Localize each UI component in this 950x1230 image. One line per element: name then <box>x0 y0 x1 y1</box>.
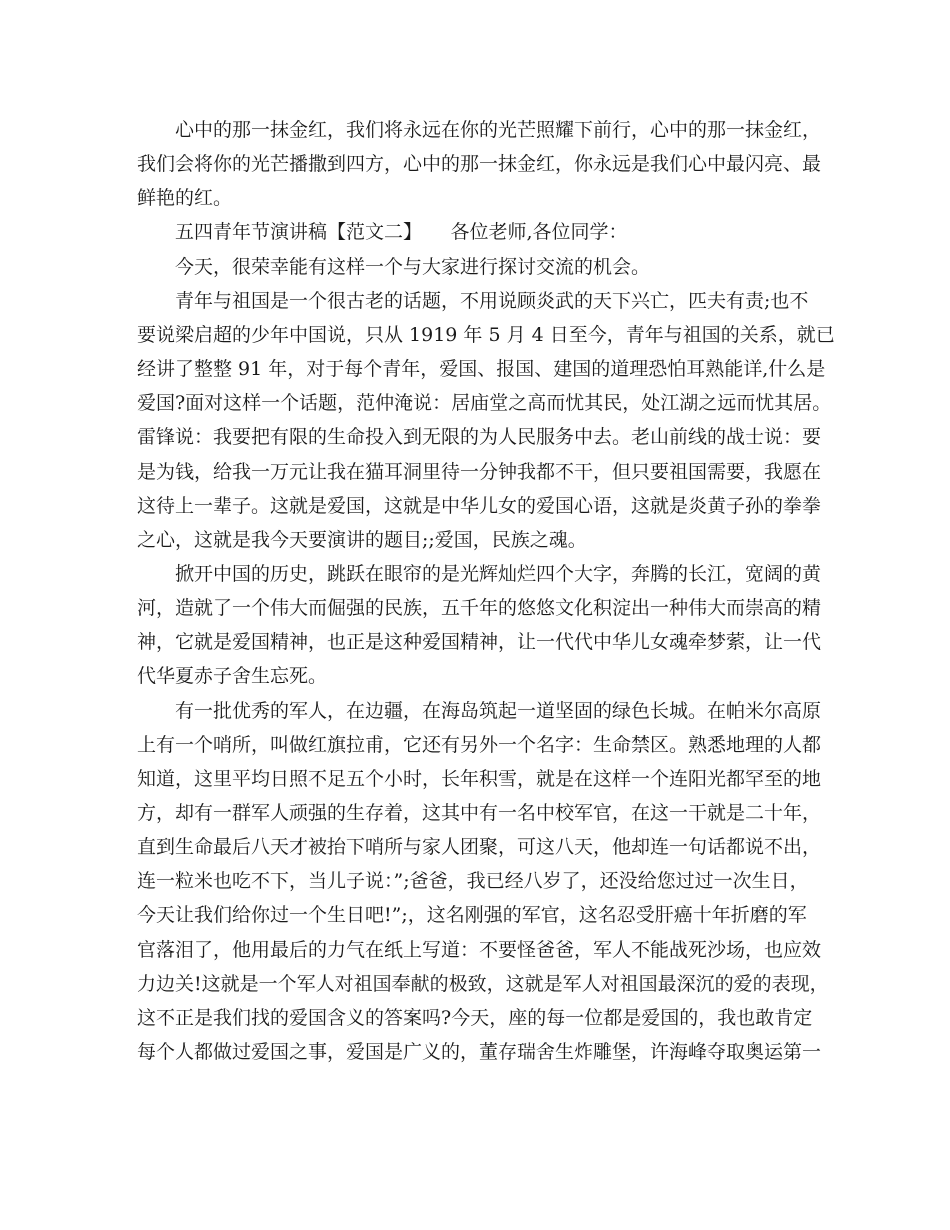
text-line: 心中的那一抹金红，我们将永远在你的光芒照耀下前行，心中的那一抹金红， <box>137 119 822 141</box>
text-line: 今天，很荣幸能有这样一个与大家进行探讨交流的机会。 <box>137 255 651 278</box>
text-line: 鲜艳的红。 <box>137 187 233 210</box>
text-line: 五四青年节演讲稿【范文二】 各位老师,各位同学： <box>137 221 628 244</box>
text-line: 这待上一辈子。这就是爱国，这就是中华儿女的爱国心语，这就是炎黄子孙的拳拳 <box>137 494 822 517</box>
text-line: 官落泪了，他用最后的力气在纸上写道：不要怪爸爸，军人不能战死沙场，也应效 <box>137 938 822 961</box>
text-line: 连一粒米也吃不下，当儿子说：”;爸爸，我已经八岁了，还没给您过过一次生日， <box>137 870 809 893</box>
text-line: 直到生命最后八天才被抬下哨所与家人团聚，可这八天，他却连一句话都说不出， <box>137 836 822 859</box>
text-line: 每个人都做过爱国之事，爱国是广义的，董存瑞舍生炸雕堡，许海峰夺取奥运第一 <box>137 1041 822 1064</box>
text-line: 代华夏赤子舍生忘死。 <box>137 665 328 688</box>
text-line: 方，却有一群军人顽强的生存着，这其中有一名中校军官，在这一干就是二十年， <box>137 802 822 824</box>
text-line: 青年与祖国是一个很古老的话题，不用说顾炎武的天下兴亡，匹夫有责;也不 <box>137 289 809 312</box>
text-line: 力边关!这就是一个军人对祖国奉献的极致，这就是军人对祖国最深沉的爱的表现， <box>137 972 829 995</box>
text-line: 雷锋说：我要把有限的生命投入到无限的为人民服务中去。老山前线的战士说：要 <box>137 426 822 449</box>
text-line: 经讲了整整 91 年，对于每个青年，爱国、报国、建国的道理恐怕耳熟能详,什么是 <box>137 358 826 381</box>
text-line: 是为钱，给我一万元让我在猫耳洞里待一分钟我都不干，但只要祖国需要，我愿在 <box>137 460 822 483</box>
text-line: 掀开中国的历史，跳跃在眼帘的是光辉灿烂四个大字，奔腾的长江，宽阔的黄 <box>137 562 822 585</box>
text-line: 上有一个哨所，叫做红旗拉甫，它还有另外一个名字：生命禁区。熟悉地理的人都 <box>137 733 822 756</box>
text-line: 我们会将你的光芒播撒到四方，心中的那一抹金红，你永远是我们心中最闪亮、最 <box>137 153 822 176</box>
text-line: 今天让我们给你过一个生日吧!”;，这名刚强的军官，这名忍受肝癌十年折磨的军 <box>137 904 807 927</box>
text-line: 知道，这里平均日照不足五个小时，长年积雪，就是在这样一个连阳光都罕至的地 <box>137 767 822 790</box>
text-line: 这不正是我们找的爱国含义的答案吗?今天，座的每一位都是爱国的，我也敢肯定 <box>137 1006 813 1029</box>
text-line: 河，造就了一个伟大而倔强的民族，五千年的悠悠文化积淀出一种伟大而崇高的精 <box>137 597 822 620</box>
text-line: 爱国?面对这样一个话题，范仲淹说：居庙堂之高而忧其民，处江湖之远而忧其居。 <box>137 392 832 415</box>
text-line: 有一批优秀的军人，在边疆，在海岛筑起一道坚固的绿色长城。在帕米尔高原 <box>137 699 822 722</box>
text-line: 神，它就是爱国精神，也正是这种爱国精神，让一代代中华儿女魂牵梦萦，让一代 <box>137 631 822 654</box>
text-line: 要说梁启超的少年中国说，只从 1919 年 5 月 4 日至今，青年与祖国的关系，就已 <box>137 323 835 346</box>
text-line: 之心，这就是我今天要演讲的题目;;爱国，民族之魂。 <box>137 528 587 551</box>
